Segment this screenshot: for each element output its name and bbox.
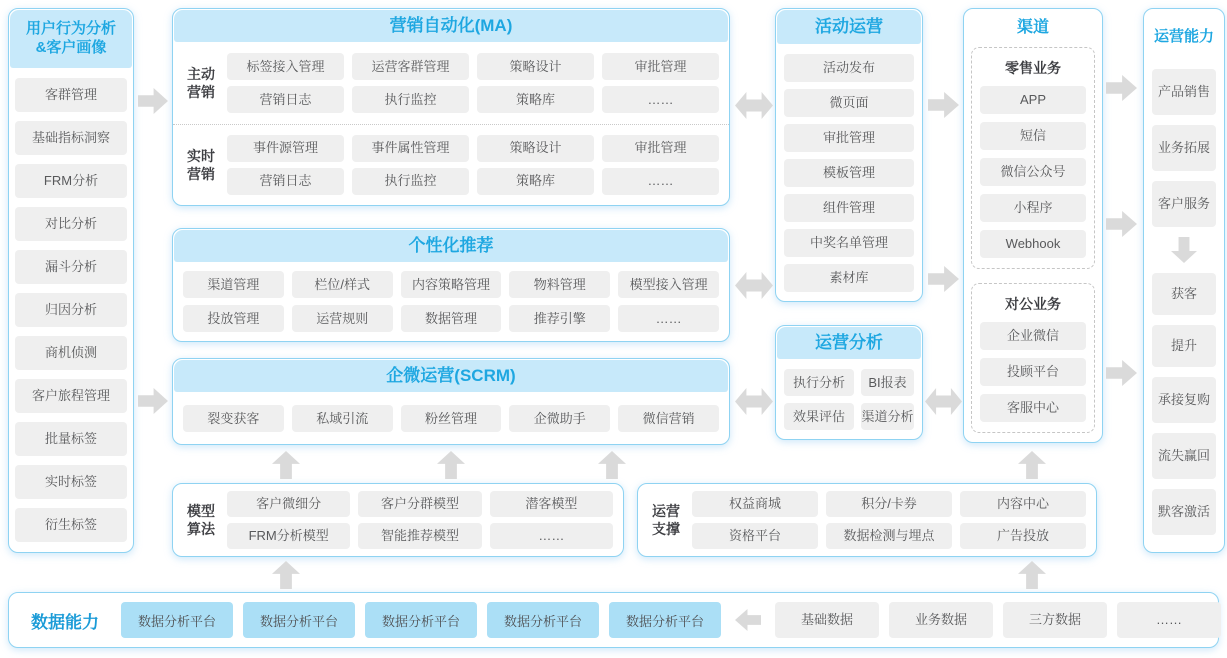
module-item: 归因分析 — [15, 293, 127, 327]
data-capability-bar — [8, 592, 1219, 648]
module-item: 对比分析 — [15, 207, 127, 241]
module-item: 客户微细分 — [227, 491, 350, 517]
module-item: 推荐引擎 — [509, 305, 610, 332]
module-item: 实时标签 — [15, 465, 127, 499]
operation-support-panel — [637, 483, 1097, 557]
model-algorithm-panel — [172, 483, 624, 557]
module-item: 内容中心 — [960, 491, 1086, 517]
personalized-recommendation-panel — [172, 228, 730, 342]
module-item: 模板管理 — [784, 159, 914, 187]
arrow-up-icon — [1018, 561, 1046, 589]
module-item: 物料管理 — [509, 271, 610, 298]
group-label: 主动 营销 — [187, 66, 215, 101]
module-item: 策略设计 — [477, 135, 594, 162]
title-line: 运营分析 — [815, 333, 883, 353]
title-line: 个性化推荐 — [408, 236, 494, 256]
module-item: 基础指标洞察 — [15, 121, 127, 155]
module-item: BI报表 — [861, 369, 914, 396]
arrow-right-icon — [1106, 360, 1137, 386]
module-item: …… — [490, 523, 613, 549]
group-label: 对公业务 — [1005, 296, 1061, 312]
module-item: 事件源管理 — [227, 135, 344, 162]
module-item: APP — [980, 86, 1086, 114]
title-line: 企微运营(SCRM) — [386, 366, 516, 386]
data-source-item: 三方数据 — [1003, 602, 1107, 638]
user-behavior-items — [9, 69, 133, 552]
arrow-right-icon — [1106, 75, 1137, 101]
title-line: 活动运营 — [815, 17, 883, 37]
data-platform-item: 数据分析平台 — [121, 602, 233, 638]
module-item: 产品销售 — [1152, 69, 1216, 115]
module-item: 效果评估 — [784, 403, 854, 430]
data-platform-item: 数据分析平台 — [243, 602, 355, 638]
module-item: 执行监控 — [352, 86, 469, 113]
module-item: 客群管理 — [15, 78, 127, 112]
module-item: 潜客模型 — [490, 491, 613, 517]
group-label: 实时 营销 — [187, 147, 215, 182]
user-behavior-panel-title — [10, 10, 132, 68]
module-item: 微信公众号 — [980, 158, 1086, 186]
arrow-right-icon — [928, 266, 959, 292]
corporate-business-group — [971, 283, 1095, 433]
operation-analysis-panel — [775, 325, 923, 440]
title-line: &客户画像 — [35, 39, 107, 56]
title-line: 营销自动化(MA) — [389, 16, 513, 36]
marketing-automation-panel — [172, 8, 730, 206]
module-item: 企微助手 — [509, 405, 610, 432]
module-item: 企业微信 — [980, 322, 1086, 350]
data-source-item: …… — [1117, 602, 1221, 638]
scrm-title — [174, 360, 728, 392]
module-item: 标签接入管理 — [227, 53, 344, 80]
module-item: 策略设计 — [477, 53, 594, 80]
data-source-item: 基础数据 — [775, 602, 879, 638]
channel-title: 渠道 — [1016, 18, 1049, 36]
module-item: 漏斗分析 — [15, 250, 127, 284]
arrow-right-icon — [1106, 211, 1137, 237]
module-item: FRM分析 — [15, 164, 127, 198]
realtime-marketing-group — [173, 124, 729, 206]
module-item: 承接复购 — [1152, 377, 1216, 423]
module-item: 短信 — [980, 122, 1086, 150]
group-label: 模型 算法 — [187, 502, 215, 537]
scrm-panel — [172, 358, 730, 445]
arrow-double-icon — [925, 388, 962, 415]
arrow-down-icon — [1171, 237, 1197, 263]
module-item: 审批管理 — [784, 124, 914, 152]
arrow-right-icon — [138, 388, 168, 414]
module-item: 广告投放 — [960, 523, 1086, 549]
arrow-double-icon — [735, 388, 773, 415]
operation-analysis-title — [777, 327, 921, 359]
module-item: 审批管理 — [602, 135, 719, 162]
module-item: 中奖名单管理 — [784, 229, 914, 257]
module-item: 流失赢回 — [1152, 433, 1216, 479]
module-item: 裂变获客 — [183, 405, 284, 432]
module-item: 业务拓展 — [1152, 125, 1216, 171]
arrow-left-icon — [735, 609, 761, 631]
group-label: 零售业务 — [1005, 60, 1061, 76]
module-item: 客户分群模型 — [358, 491, 481, 517]
module-item: 粉丝管理 — [401, 405, 502, 432]
activity-operation-panel — [775, 8, 923, 302]
module-item: 运营规则 — [292, 305, 393, 332]
channel-panel — [963, 8, 1103, 443]
module-item: …… — [602, 168, 719, 195]
module-item: 微信营销 — [618, 405, 719, 432]
marketing-automation-title — [174, 10, 728, 42]
group-label: 运营 支撑 — [652, 502, 680, 537]
module-item: 数据检测与埋点 — [826, 523, 952, 549]
arrow-up-icon — [1018, 451, 1046, 479]
module-item: 积分/卡券 — [826, 491, 952, 517]
operation-capability-panel — [1143, 8, 1225, 553]
module-item: 客服中心 — [980, 394, 1086, 422]
module-item: …… — [602, 86, 719, 113]
module-item: 内容策略管理 — [401, 271, 502, 298]
module-item: FRM分析模型 — [227, 523, 350, 549]
arrow-right-icon — [138, 88, 168, 114]
arrow-double-icon — [735, 92, 773, 119]
module-item: 投放管理 — [183, 305, 284, 332]
module-item: 投顾平台 — [980, 358, 1086, 386]
arrow-up-icon — [272, 561, 300, 589]
active-marketing-group — [173, 43, 729, 124]
arrow-up-icon — [598, 451, 626, 479]
module-item: 默客激活 — [1152, 489, 1216, 535]
arrow-right-icon — [928, 92, 959, 118]
module-item: 营销日志 — [227, 168, 344, 195]
data-capability-label: 数据能力 — [31, 612, 99, 632]
module-item: 私域引流 — [292, 405, 393, 432]
module-item: 资格平台 — [692, 523, 818, 549]
module-item: 渠道管理 — [183, 271, 284, 298]
module-item: 批量标签 — [15, 422, 127, 456]
data-source-item: 业务数据 — [889, 602, 993, 638]
module-item: 模型接入管理 — [618, 271, 719, 298]
module-item: 权益商城 — [692, 491, 818, 517]
module-item: Webhook — [980, 230, 1086, 258]
arrow-up-icon — [437, 451, 465, 479]
module-item: 运营客群管理 — [352, 53, 469, 80]
module-item: 执行分析 — [784, 369, 854, 396]
module-item: 微页面 — [784, 89, 914, 117]
module-item: 客户服务 — [1152, 181, 1216, 227]
module-item: 衍生标签 — [15, 508, 127, 542]
module-item: 素材库 — [784, 264, 914, 292]
arrow-up-icon — [272, 451, 300, 479]
module-item: 获客 — [1152, 273, 1216, 315]
title-line: 用户行为分析 — [25, 20, 116, 38]
module-item: 小程序 — [980, 194, 1086, 222]
operation-capability-title: 运营能力 — [1153, 28, 1214, 46]
module-item: 策略库 — [477, 86, 594, 113]
module-item: 组件管理 — [784, 194, 914, 222]
personalized-recommendation-title — [174, 230, 728, 262]
activity-operation-title — [777, 10, 921, 44]
module-item: 智能推荐模型 — [358, 523, 481, 549]
user-behavior-panel — [8, 8, 134, 553]
module-item: 提升 — [1152, 325, 1216, 367]
module-item: 执行监控 — [352, 168, 469, 195]
data-platform-item: 数据分析平台 — [365, 602, 477, 638]
retail-business-group — [971, 47, 1095, 269]
arrow-double-icon — [735, 272, 773, 299]
module-item: 数据管理 — [401, 305, 502, 332]
module-item: 活动发布 — [784, 54, 914, 82]
data-platform-item: 数据分析平台 — [609, 602, 721, 638]
module-item: 策略库 — [477, 168, 594, 195]
module-item: 客户旅程管理 — [15, 379, 127, 413]
module-item: 栏位/样式 — [292, 271, 393, 298]
data-platform-item: 数据分析平台 — [487, 602, 599, 638]
module-item: 审批管理 — [602, 53, 719, 80]
module-item: 渠道分析 — [861, 403, 914, 430]
module-item: 事件属性管理 — [352, 135, 469, 162]
module-item: …… — [618, 305, 719, 332]
module-item: 商机侦测 — [15, 336, 127, 370]
module-item: 营销日志 — [227, 86, 344, 113]
